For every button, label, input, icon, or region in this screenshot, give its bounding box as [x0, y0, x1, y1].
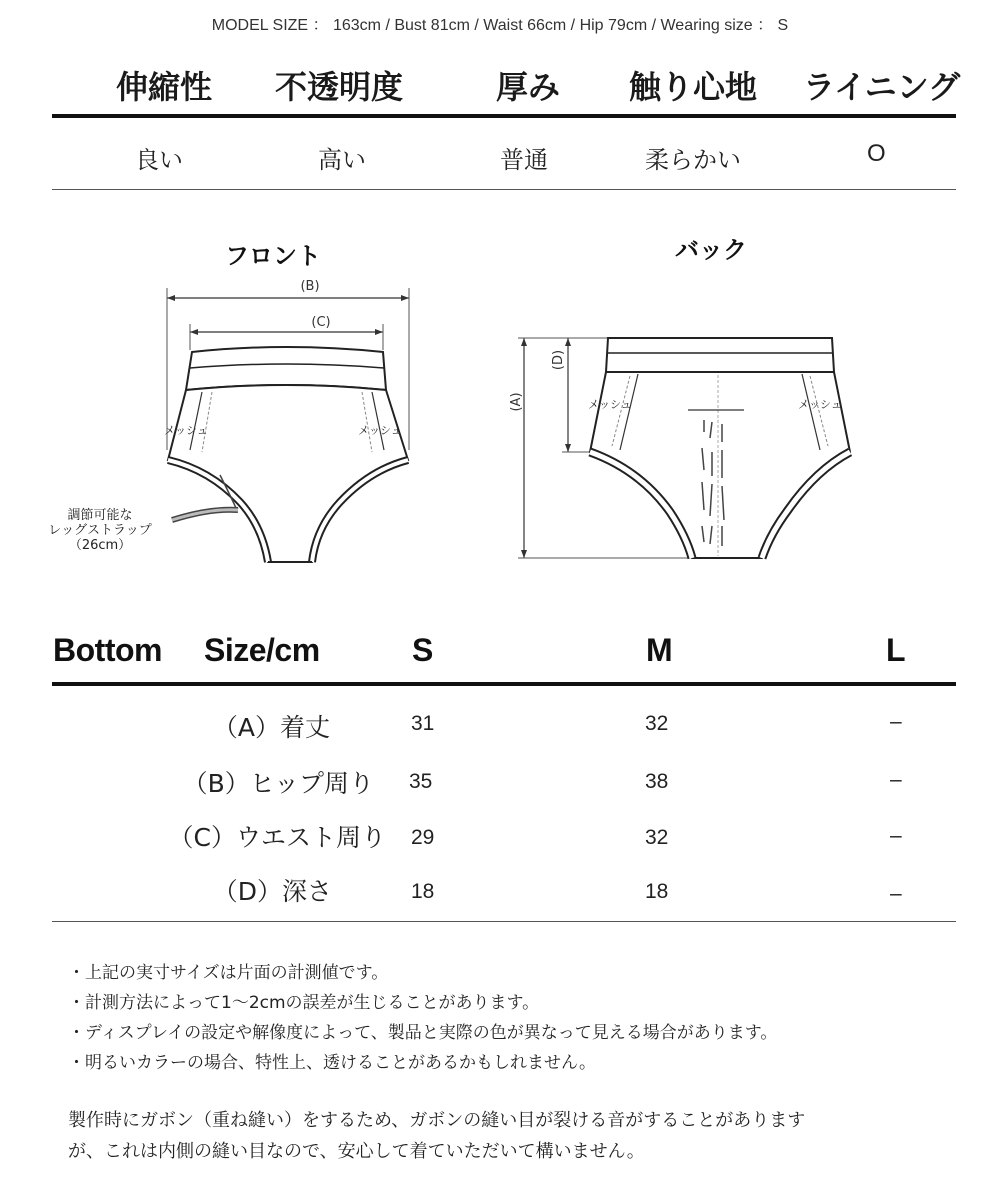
note-4: ・明るいカラーの場合、特性上、透けることがあるかもしれません。	[68, 1053, 597, 1073]
attr-value-thickness: 普通	[500, 146, 548, 174]
strap-label	[30, 508, 170, 553]
note-1: ・上記の実寸サイズは片面の計測値です。	[68, 963, 389, 983]
size-row-d-s: 18	[411, 880, 435, 903]
back-label-mesh-right: メッシュ	[798, 398, 842, 411]
size-table-divider-thick	[52, 682, 956, 686]
model-size-info: MODEL SIZE ： 163cm / Bust 81cm / Waist 66cm / Hip 79cm / Wearing size ： S	[211, 17, 789, 34]
paragraph-line-1: 製作時にガボン（重ね縫い）をするため、ガボンの縫い目が裂ける音がすることがあります	[68, 1110, 806, 1131]
size-row-b-s: 35	[409, 770, 433, 793]
attr-value-opacity: 高い	[318, 146, 366, 174]
attr-header-opacity: 不透明度	[275, 68, 404, 106]
strap-label-line3: （26cm）	[68, 538, 132, 553]
size-col-m: M	[646, 632, 673, 668]
size-table-title-bottom: Bottom	[53, 632, 162, 668]
attr-header-lining: ライニング	[803, 68, 961, 106]
size-row-b-label: （B）ヒップ周り	[182, 769, 374, 798]
attr-divider-thin	[52, 189, 956, 190]
front-label-mesh-right: メッシュ	[358, 424, 402, 437]
size-row-c-l: –	[890, 824, 902, 847]
attr-value-texture: 柔らかい	[645, 146, 741, 174]
back-label-mesh-left: メッシュ	[588, 398, 632, 411]
size-row-b-l: –	[890, 768, 902, 791]
size-col-l: L	[886, 632, 906, 668]
back-garment-diagram	[490, 320, 870, 570]
size-table-title-size: Size/cm	[204, 632, 320, 668]
size-row-a-m: 32	[645, 712, 669, 735]
paragraph-line-2: が、これは内側の縫い目なので、安心して着ていただいて構いません。	[68, 1141, 645, 1162]
size-row-d-l: –	[890, 882, 902, 905]
size-row-c-m: 32	[645, 826, 669, 849]
note-3: ・ディスプレイの設定や解像度によって、製品と実際の色が異なって見える場合があります。	[68, 1023, 778, 1043]
size-table-divider-thin	[52, 921, 956, 922]
size-row-a-label: （A）着丈	[212, 713, 330, 742]
attr-value-stretch: 良い	[135, 146, 183, 174]
attr-header-texture: 触り心地	[629, 68, 758, 106]
size-row-d-m: 18	[645, 880, 669, 903]
front-label-c: (C)	[311, 315, 331, 330]
back-title: バック	[675, 236, 747, 264]
front-label-b: (B)	[300, 279, 320, 294]
size-row-d-label: （D）深さ	[212, 877, 332, 906]
front-label-mesh-left: メッシュ	[164, 424, 208, 437]
back-label-d: (D)	[551, 349, 566, 371]
size-col-s: S	[412, 632, 433, 668]
size-row-b-m: 38	[645, 770, 669, 793]
attr-divider-thick	[52, 114, 956, 118]
attr-header-thickness: 厚み	[496, 68, 561, 106]
attr-value-lining: O	[867, 140, 886, 167]
front-title: フロント	[225, 242, 321, 270]
strap-label-line1: 調節可能な	[67, 508, 133, 523]
size-row-a-s: 31	[411, 712, 435, 735]
attr-header-stretch: 伸縮性	[116, 68, 213, 106]
strap-label-line2: レッグストラップ	[48, 523, 152, 538]
size-row-c-label: （C）ウエスト周り	[168, 823, 386, 852]
note-2: ・計測方法によって1〜2cmの誤差が生じることがあります。	[68, 993, 540, 1013]
size-row-c-s: 29	[411, 826, 435, 849]
size-row-a-l: –	[890, 710, 902, 733]
back-label-a: (A)	[509, 392, 524, 412]
